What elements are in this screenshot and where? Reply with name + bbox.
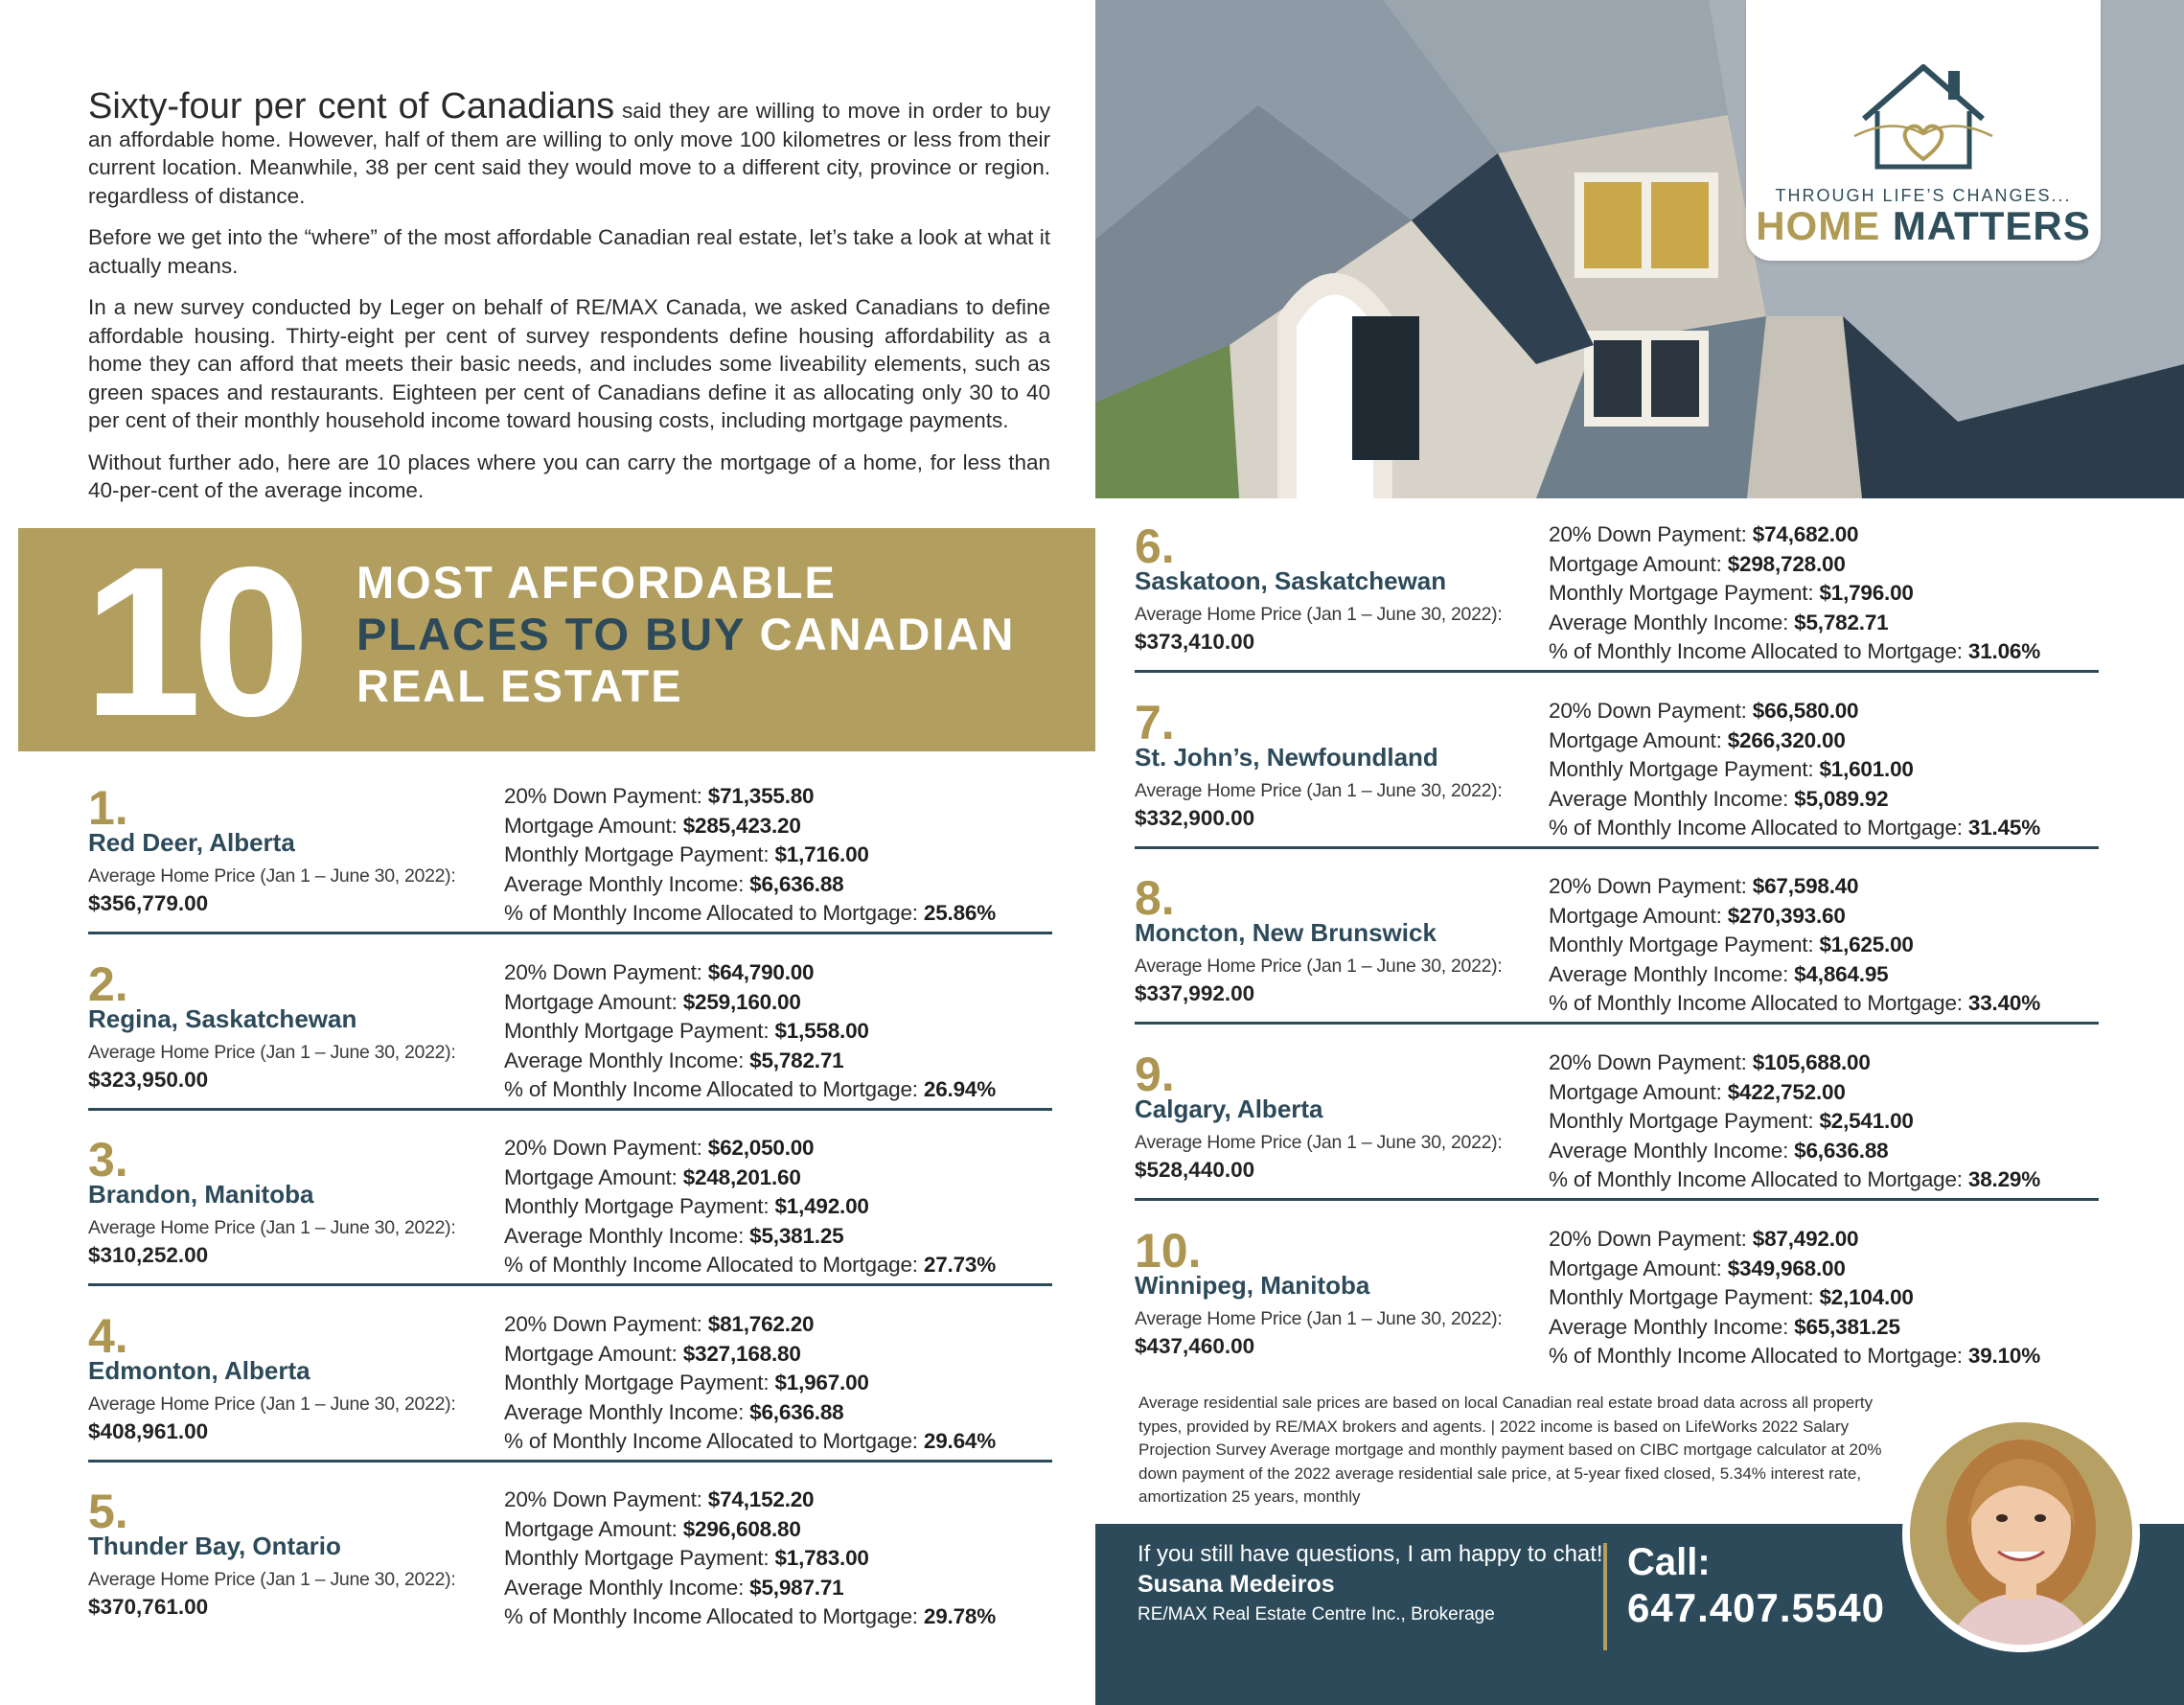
stat-monthly [1549, 1107, 2040, 1137]
stat-value: $74,682.00 [1752, 522, 1859, 546]
stat-value: $349,968.00 [1727, 1256, 1846, 1280]
stat-value: $87,492.00 [1752, 1227, 1859, 1251]
stat-label: Average Monthly Income: [504, 871, 750, 896]
stat-label: % of Monthly Income Allocated to Mortgage: [1549, 1167, 1968, 1191]
stat-label: 20% Down Payment: [1549, 1050, 1753, 1074]
stat-monthly [1549, 755, 2040, 785]
stat-label: Monthly Mortgage Payment: [504, 842, 775, 866]
stat-value: $81,762.20 [707, 1312, 815, 1336]
price-label: Average Home Price (Jan 1 – June 30, 2022): [88, 1042, 456, 1063]
stat-label: % of Monthly Income Allocated to Mortgage: [504, 1429, 924, 1453]
agent-portrait-icon [1910, 1422, 2132, 1645]
contact-question: If you still have questions, I am happy to chat! [1138, 1541, 1603, 1567]
agent-avatar [1902, 1415, 2140, 1652]
stat-down [1549, 1225, 2040, 1255]
stat-label: % of Monthly Income Allocated to Mortgage: [504, 1604, 924, 1628]
stat-income [504, 870, 996, 900]
stat-label: Mortgage Amount: [504, 1516, 683, 1541]
intro-paragraph-4: Without further ado, here are 10 places where you can carry the mortgage of a home, for less than 40-per-cent of the average income. [88, 449, 1050, 502]
stat-value: $6,636.88 [749, 1399, 844, 1424]
stat-label: 20% Down Payment: [504, 1312, 708, 1336]
stat-value: $1,492.00 [774, 1194, 869, 1218]
stat-percent [504, 1251, 996, 1280]
stat-label: Average Monthly Income: [504, 1048, 750, 1072]
place-entry [88, 1302, 1052, 1471]
stat-label: 20% Down Payment: [1549, 522, 1753, 546]
city-name: Thunder Bay, Ontario [88, 1532, 341, 1560]
brokerage-name: RE/MAX Real Estate Centre Inc., Brokerage [1138, 1604, 1495, 1624]
stat-down [1549, 520, 2040, 550]
stat-value: $1,967.00 [774, 1371, 869, 1394]
stat-label: Monthly Mortgage Payment: [1549, 1109, 1820, 1133]
entry-divider [88, 1283, 1052, 1286]
stat-label: Average Monthly Income: [1549, 1138, 1795, 1163]
stat-percent [504, 1075, 996, 1105]
banner-line-2-light: CANADIAN [759, 609, 1016, 659]
logo-word-matters: MATTERS [1892, 203, 2091, 248]
stat-monthly [1549, 1283, 2040, 1313]
mortgage-stats [1549, 520, 2040, 667]
banner-line-1: MOST AFFORDABLE [356, 557, 837, 608]
city-name: Edmonton, Alberta [88, 1356, 310, 1385]
stat-value: $71,355.80 [707, 784, 815, 808]
city-name: Regina, Saskatchewan [88, 1004, 357, 1033]
footnote: Average residential sale prices are based on local Canadian real estate broad data across all property types, provided by RE/MAX brokers and agents. | 2022 income is based on LifeWorks 2022 Salary Projection Survey Average mortgage and monthly payment based on CIBC mortgage calculator at 20% down payment of the 2022 average residential sale price, at 5-year fixed closed, 5.34% interest rate, amortization 25 years, monthly [1138, 1394, 1882, 1506]
stat-income [504, 1574, 996, 1603]
place-entry [1135, 1217, 2099, 1386]
rank-number: 3. [88, 1133, 128, 1187]
stat-value: $5,987.71 [749, 1575, 844, 1600]
stat-value: $67,598.40 [1752, 874, 1859, 898]
stat-value: $6,636.88 [749, 871, 844, 896]
stat-income [1549, 1313, 2040, 1343]
stat-value: $62,050.00 [707, 1136, 815, 1160]
mortgage-stats [1549, 697, 2040, 843]
stat-value: $266,320.00 [1727, 727, 1846, 752]
stat-label: Monthly Mortgage Payment: [1549, 757, 1820, 781]
stat-label: Monthly Mortgage Payment: [504, 1371, 775, 1394]
stat-label: Average Monthly Income: [1549, 961, 1795, 986]
stat-value: 25.86% [923, 901, 997, 925]
stat-label: Mortgage Amount: [504, 989, 683, 1014]
place-entry [1135, 864, 2099, 1033]
stat-label: Average Monthly Income: [504, 1575, 750, 1600]
stat-monthly [504, 1017, 996, 1047]
stat-value: $74,152.20 [707, 1487, 815, 1511]
stat-mortgage [1549, 902, 2040, 932]
house-heart-logo-icon [1845, 59, 2002, 174]
stat-mortgage [504, 1515, 996, 1545]
stat-label: 20% Down Payment: [1549, 699, 1753, 723]
rank-number: 9. [1135, 1048, 1175, 1101]
stat-label: % of Monthly Income Allocated to Mortgage: [1549, 1344, 1968, 1368]
average-home-price: $337,992.00 [1135, 981, 1255, 1005]
average-home-price: $356,779.00 [88, 891, 209, 915]
place-entry [88, 1478, 1052, 1647]
stat-value: $1,796.00 [1819, 581, 1914, 605]
stat-label: Mortgage Amount: [504, 1164, 683, 1189]
mortgage-stats [504, 958, 996, 1105]
stat-label: 20% Down Payment: [1549, 874, 1753, 898]
average-home-price: $323,950.00 [88, 1068, 209, 1092]
mortgage-stats [1549, 872, 2040, 1019]
footer-divider [1603, 1543, 1607, 1650]
stat-mortgage [504, 1340, 996, 1370]
stat-value: 39.10% [1967, 1344, 2041, 1368]
average-home-price: $370,761.00 [88, 1595, 209, 1619]
stat-down [1549, 1048, 2040, 1078]
price-label: Average Home Price (Jan 1 – June 30, 2022): [1135, 604, 1503, 625]
title-banner [18, 523, 1095, 761]
stat-value: $1,625.00 [1819, 933, 1914, 956]
price-label: Average Home Price (Jan 1 – June 30, 2022): [1135, 1132, 1503, 1153]
stat-value: $5,782.71 [1794, 610, 1889, 634]
stat-value: 29.78% [923, 1604, 997, 1628]
stat-percent [504, 899, 996, 929]
stat-label: Average Monthly Income: [504, 1223, 750, 1248]
mortgage-stats [504, 1310, 996, 1457]
stat-percent [1549, 1165, 2040, 1195]
stat-down [1549, 872, 2040, 902]
stat-value: $1,783.00 [774, 1546, 869, 1570]
entry-divider [1135, 1022, 2099, 1025]
stat-percent [1549, 1342, 2040, 1371]
stat-monthly [504, 841, 996, 870]
stat-down [504, 782, 996, 812]
price-label: Average Home Price (Jan 1 – June 30, 2022): [88, 1394, 456, 1415]
price-label: Average Home Price (Jan 1 – June 30, 2022): [1135, 956, 1503, 977]
stat-income [1549, 609, 2040, 638]
call-label: Call: [1627, 1541, 1711, 1583]
stat-value: $285,423.20 [682, 813, 801, 838]
intro-paragraph-3: In a new survey conducted by Leger on behalf of RE/MAX Canada, we asked Canadians to define affordable housing. Thirty-eight per cent of survey respondents define housing affordability as a home they can afford that meets their basic needs, and includes some liveability elements, such as green spaces and restaurants. Eighteen per cent of Canadians define it as allocating only 30 to 40 per cent of their monthly household income toward housing costs, including mortgage payments. [88, 295, 1050, 432]
stat-value: $66,580.00 [1752, 699, 1859, 723]
place-entry [88, 774, 1052, 943]
city-name: Saskatoon, Saskatchewan [1135, 566, 1447, 595]
stat-monthly [504, 1192, 996, 1222]
stat-label: % of Monthly Income Allocated to Mortgage: [504, 1077, 924, 1101]
home-matters-logo [1746, 0, 2101, 261]
entry-divider [88, 1108, 1052, 1111]
banner-line-2 [356, 611, 1015, 658]
mortgage-stats [1549, 1048, 2040, 1195]
stat-label: Mortgage Amount: [1549, 1079, 1728, 1104]
stat-value: $1,601.00 [1819, 757, 1914, 781]
stat-value: $296,608.80 [682, 1516, 801, 1541]
stat-label: Average Monthly Income: [1549, 1314, 1795, 1339]
entry-divider [1135, 670, 2099, 673]
stat-income [1549, 1137, 2040, 1166]
stat-mortgage [1549, 550, 2040, 580]
stat-label: % of Monthly Income Allocated to Mortgage: [504, 901, 924, 925]
stat-value: $327,168.80 [682, 1341, 801, 1366]
city-name: St. John’s, Newfoundland [1135, 743, 1438, 772]
stat-label: 20% Down Payment: [1549, 1227, 1753, 1251]
intro-lead: Sixty-four per cent of Canadians [88, 86, 615, 127]
stat-label: Mortgage Amount: [1549, 727, 1728, 752]
stat-label: Average Monthly Income: [504, 1399, 750, 1424]
mortgage-stats [1549, 1225, 2040, 1371]
entry-divider [88, 1460, 1052, 1463]
intro-text [88, 88, 1050, 518]
stat-percent [504, 1602, 996, 1632]
place-entry [88, 951, 1052, 1119]
rank-number: 4. [88, 1309, 128, 1363]
stat-label: Monthly Mortgage Payment: [1549, 933, 1820, 956]
stat-label: Monthly Mortgage Payment: [1549, 581, 1820, 605]
stat-income [504, 1047, 996, 1076]
stat-down [504, 1310, 996, 1340]
logo-wordmark [1746, 203, 2101, 249]
stat-label: 20% Down Payment: [504, 784, 708, 808]
phone-number[interactable]: 647.407.5540 [1627, 1585, 1885, 1630]
stat-value: $5,089.92 [1794, 786, 1889, 811]
banner-line-2-dark: PLACES TO BUY [356, 609, 746, 659]
stat-label: % of Monthly Income Allocated to Mortgage: [1549, 991, 1968, 1015]
stat-down [504, 1486, 996, 1515]
stat-value: $5,782.71 [749, 1048, 844, 1072]
stat-label: Mortgage Amount: [1549, 551, 1728, 576]
average-home-price: $310,252.00 [88, 1243, 209, 1267]
stat-label: 20% Down Payment: [504, 1487, 708, 1511]
mortgage-stats [504, 1486, 996, 1632]
stat-monthly [1549, 931, 2040, 960]
place-entry [1135, 1041, 2099, 1210]
stat-mortgage [1549, 726, 2040, 756]
stat-label: Mortgage Amount: [504, 1341, 683, 1366]
stat-label: Monthly Mortgage Payment: [504, 1546, 775, 1570]
stat-mortgage [504, 988, 996, 1018]
price-label: Average Home Price (Jan 1 – June 30, 2022): [88, 865, 456, 887]
price-label: Average Home Price (Jan 1 – June 30, 2022): [1135, 780, 1503, 801]
city-name: Calgary, Alberta [1135, 1094, 1323, 1123]
city-name: Red Deer, Alberta [88, 828, 295, 857]
city-name: Brandon, Manitoba [88, 1180, 314, 1209]
stat-mortgage [504, 812, 996, 841]
stat-label: Mortgage Amount: [1549, 903, 1728, 928]
stat-mortgage [1549, 1078, 2040, 1108]
stat-label: Monthly Mortgage Payment: [1549, 1285, 1820, 1309]
intro-paragraph-1 [88, 88, 1050, 210]
stat-value: 31.45% [1967, 816, 2041, 840]
stat-label: % of Monthly Income Allocated to Mortgage: [1549, 816, 1968, 840]
price-label: Average Home Price (Jan 1 – June 30, 2022): [1135, 1308, 1503, 1329]
stat-label: 20% Down Payment: [504, 1136, 708, 1160]
stat-value: $270,393.60 [1727, 903, 1846, 928]
banner-number: 10 [83, 523, 301, 761]
place-entry [88, 1126, 1052, 1295]
rank-number: 2. [88, 957, 128, 1011]
stat-value: $1,716.00 [774, 842, 869, 866]
stat-value: $105,688.00 [1752, 1050, 1871, 1074]
stat-value: 27.73% [923, 1253, 997, 1277]
rank-number: 8. [1135, 871, 1175, 925]
place-entry [1135, 689, 2099, 858]
stat-monthly [1549, 579, 2040, 609]
stat-label: % of Monthly Income Allocated to Mortgage: [1549, 639, 1968, 663]
place-entry [1135, 513, 2099, 681]
stat-value: 38.29% [1967, 1167, 2041, 1191]
rank-number: 10. [1135, 1224, 1202, 1278]
stat-value: $64,790.00 [707, 960, 815, 984]
stat-value: $1,558.00 [774, 1019, 869, 1043]
stat-value: 33.40% [1967, 991, 2041, 1015]
stat-percent [504, 1427, 996, 1457]
mortgage-stats [504, 782, 996, 929]
banner-line-3: REAL ESTATE [356, 660, 683, 711]
stat-value: 31.06% [1967, 639, 2041, 663]
stat-value: $65,381.25 [1794, 1314, 1900, 1339]
logo-tagline: THROUGH LIFE’S CHANGES... [1775, 186, 2072, 205]
stat-label: % of Monthly Income Allocated to Mortgage: [504, 1253, 924, 1277]
city-name: Moncton, New Brunswick [1135, 918, 1437, 947]
stat-value: $248,201.60 [682, 1164, 801, 1189]
stat-monthly [504, 1544, 996, 1574]
stat-value: 26.94% [923, 1077, 997, 1101]
stat-label: Monthly Mortgage Payment: [504, 1019, 775, 1043]
stat-value: $4,864.95 [1794, 961, 1889, 986]
stat-income [1549, 960, 2040, 990]
stat-value: $259,160.00 [682, 989, 801, 1014]
average-home-price: $373,410.00 [1135, 630, 1255, 654]
stat-income [504, 1222, 996, 1252]
stat-value: $2,541.00 [1819, 1109, 1914, 1133]
price-label: Average Home Price (Jan 1 – June 30, 2022): [88, 1569, 456, 1590]
stat-income [1549, 785, 2040, 815]
average-home-price: $528,440.00 [1135, 1158, 1255, 1182]
average-home-price: $437,460.00 [1135, 1334, 1255, 1358]
stat-value: $5,381.25 [749, 1223, 844, 1248]
rank-number: 5. [88, 1485, 128, 1538]
stat-value: 29.64% [923, 1429, 997, 1453]
stat-percent [1549, 814, 2040, 843]
agent-name: Susana Medeiros [1138, 1571, 1335, 1598]
rank-number: 1. [88, 781, 128, 835]
stat-label: Monthly Mortgage Payment: [504, 1194, 775, 1218]
rank-number: 7. [1135, 696, 1175, 749]
stat-percent [1549, 989, 2040, 1019]
intro-paragraph-2: Before we get into the “where” of the most affordable Canadian real estate, let’s take a look at what it actually means. [88, 225, 1050, 278]
stat-down [1549, 697, 2040, 726]
stat-mortgage [504, 1164, 996, 1193]
stat-monthly [504, 1369, 996, 1398]
stat-label: Mortgage Amount: [504, 813, 683, 838]
average-home-price: $332,900.00 [1135, 806, 1255, 830]
stat-value: $298,728.00 [1727, 551, 1846, 576]
entry-divider [88, 932, 1052, 934]
stat-label: Mortgage Amount: [1549, 1256, 1728, 1280]
stat-value: $6,636.88 [1794, 1138, 1889, 1163]
stat-down [504, 958, 996, 988]
stat-down [504, 1134, 996, 1164]
stat-label: Average Monthly Income: [1549, 610, 1795, 634]
mortgage-stats [504, 1134, 996, 1280]
stat-label: 20% Down Payment: [504, 960, 708, 984]
intro-p1-rest: said they are willing to move in order to buy an affordable home. However, half of them are willing to only move 100 kilometres or less from their current location. Meanwhile, 38 per cent said they would move to a different city, province or region. regardless of distance. [88, 99, 1050, 208]
price-label: Average Home Price (Jan 1 – June 30, 2022): [88, 1217, 456, 1238]
logo-word-home: HOME [1756, 203, 1881, 248]
stat-percent [1549, 637, 2040, 667]
stat-mortgage [1549, 1255, 2040, 1284]
rank-number: 6. [1135, 519, 1175, 573]
entry-divider [1135, 846, 2099, 849]
city-name: Winnipeg, Manitoba [1135, 1271, 1370, 1300]
stat-income [504, 1398, 996, 1428]
entry-divider [1135, 1198, 2099, 1201]
stat-value: $422,752.00 [1727, 1079, 1846, 1104]
stat-label: Average Monthly Income: [1549, 786, 1795, 811]
stat-value: $2,104.00 [1819, 1285, 1914, 1309]
average-home-price: $408,961.00 [88, 1419, 209, 1443]
